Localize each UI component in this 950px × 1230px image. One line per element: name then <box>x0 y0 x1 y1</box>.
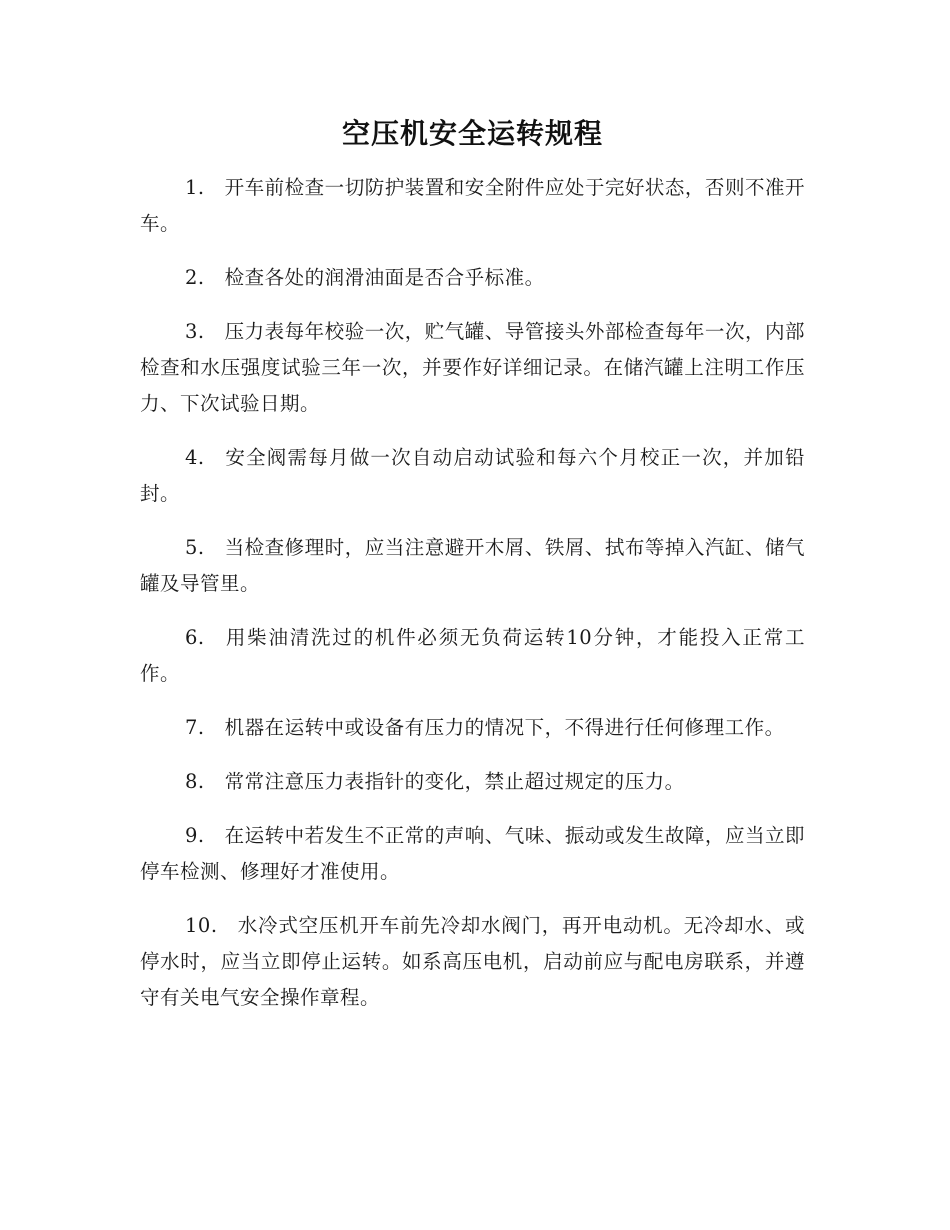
list-item <box>140 314 805 422</box>
item-number: 5. <box>185 536 205 559</box>
item-number: 4. <box>185 446 205 469</box>
list-item <box>140 620 805 692</box>
item-text: 安全阀需每月做一次自动启动试验和每六个月校正一次，并加铅封。 <box>140 446 805 505</box>
document-title: 空压机安全运转规程 <box>341 117 603 150</box>
item-number: 3. <box>185 320 205 343</box>
item-number: 7. <box>185 716 205 739</box>
item-text: 在运转中若发生不正常的声响、气味、振动或发生故障，应当立即停车检测、修理好才准使用。 <box>140 824 805 883</box>
list-item <box>140 764 805 800</box>
item-text: 用柴油清洗过的机件必须无负荷运转10分钟，才能投入正常工作。 <box>140 626 805 685</box>
list-item <box>140 908 805 1016</box>
item-number: 10. <box>185 914 218 937</box>
list-item <box>140 530 805 602</box>
list-item <box>140 710 805 746</box>
item-number: 6. <box>185 626 205 649</box>
item-number: 2. <box>185 266 205 289</box>
item-number: 1. <box>185 176 205 199</box>
list-item <box>140 818 805 890</box>
item-text: 当检查修理时，应当注意避开木屑、铁屑、拭布等掉入汽缸、储气罐及导管里。 <box>140 536 805 595</box>
item-text: 水冷式空压机开车前先冷却水阀门，再开电动机。无冷却水、或停水时，应当立即停止运转。如系高压电机，启动前应与配电房联系，并遵守有关电气安全操作章程。 <box>140 914 805 1009</box>
document-page <box>140 108 805 1034</box>
item-text: 压力表每年校验一次，贮气罐、导管接头外部检查每年一次，内部检查和水压强度试验三年一次，并要作好详细记录。在储汽罐上注明工作压力、下次试验日期。 <box>140 320 805 415</box>
item-number: 8. <box>185 770 205 793</box>
list-item <box>140 260 805 296</box>
list-item <box>140 440 805 512</box>
item-text: 常常注意压力表指针的变化，禁止超过规定的压力。 <box>224 770 685 793</box>
item-text: 开车前检查一切防护装置和安全附件应处于完好状态，否则不准开车。 <box>140 176 805 235</box>
item-text: 机器在运转中或设备有压力的情况下，不得进行任何修理工作。 <box>224 716 785 739</box>
list-item <box>140 170 805 242</box>
item-number: 9. <box>185 824 205 847</box>
item-text: 检查各处的润滑油面是否合乎标准。 <box>224 266 545 289</box>
